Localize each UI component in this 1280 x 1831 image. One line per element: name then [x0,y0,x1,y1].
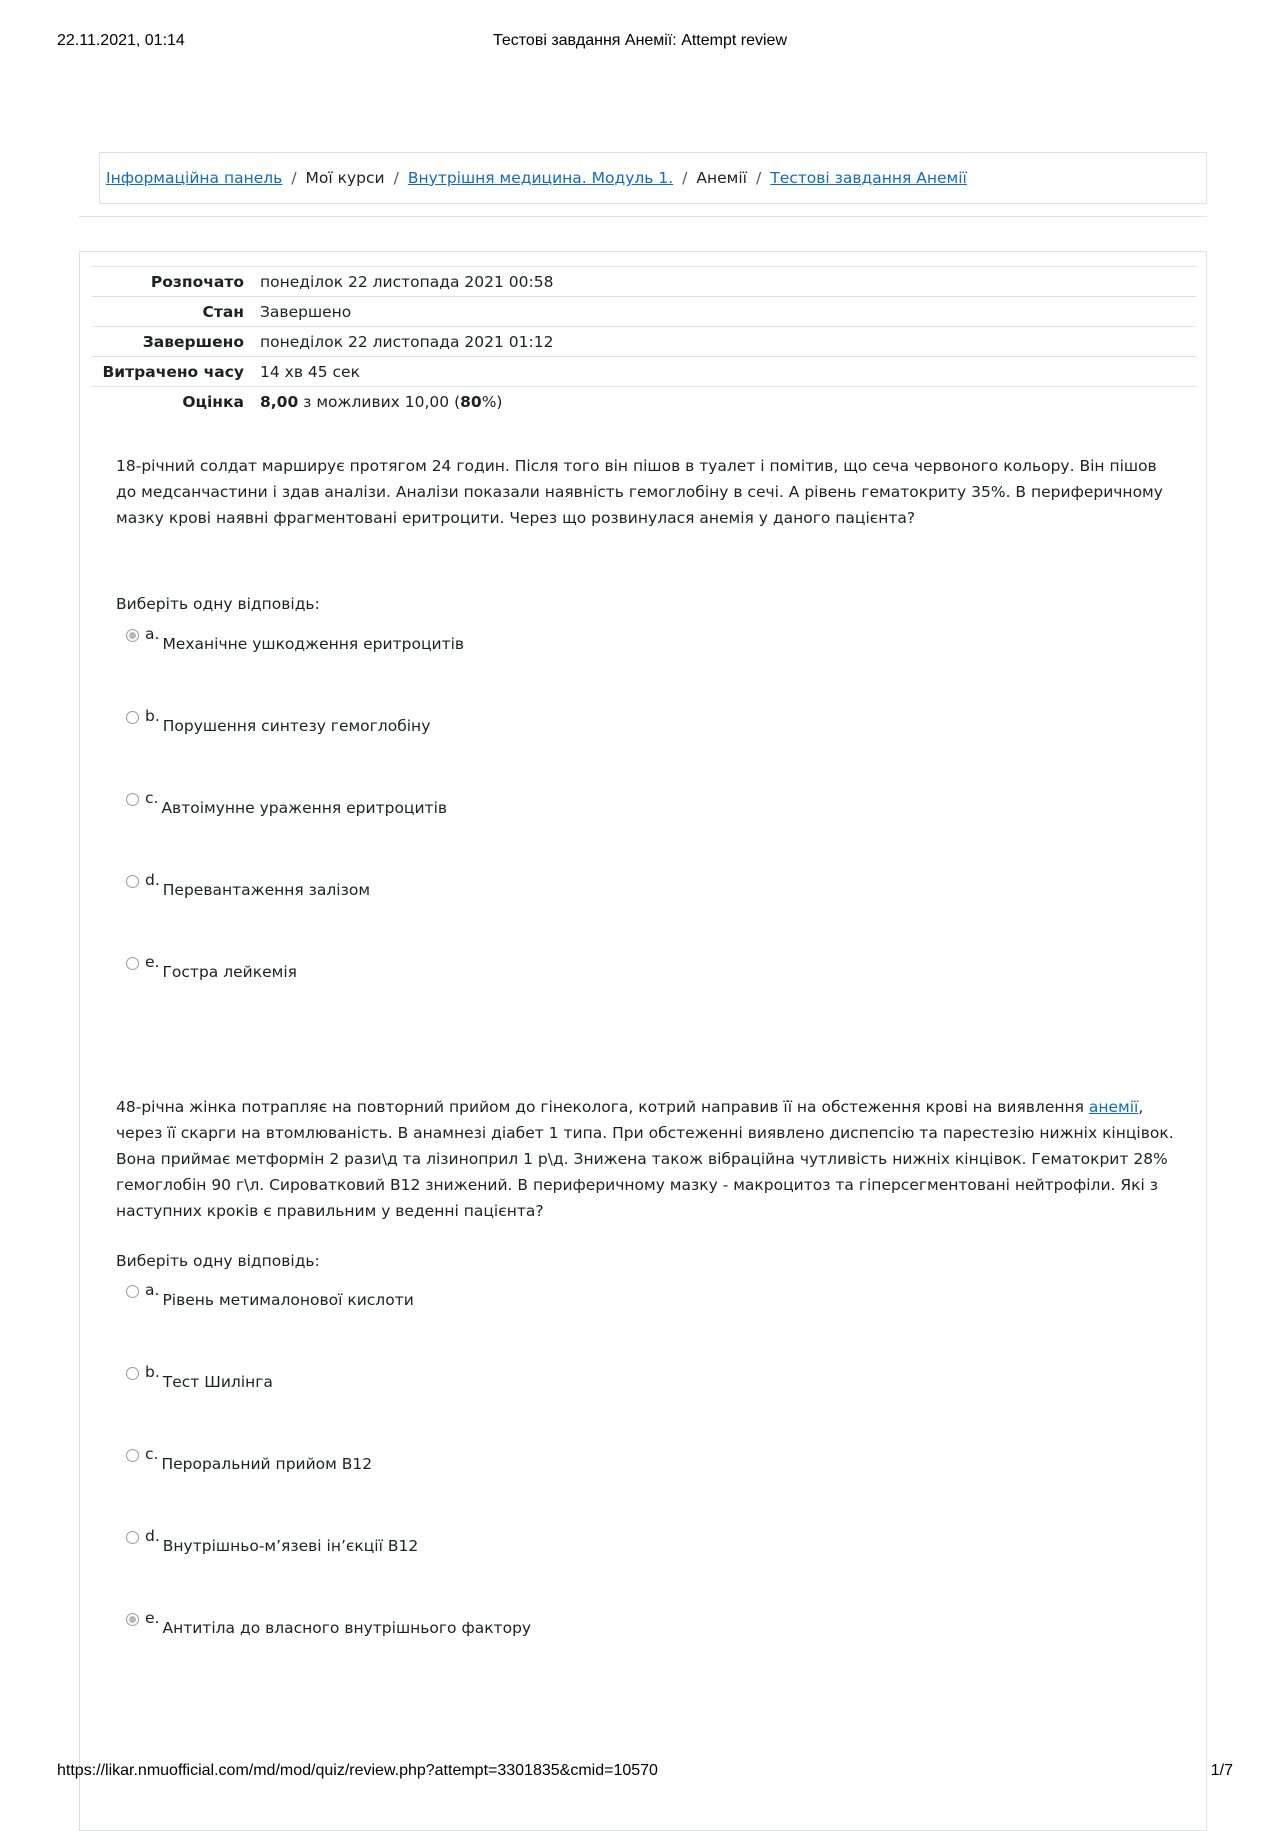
radio[interactable] [126,793,139,806]
summary-row-grade [92,386,1196,416]
answer-text: Рівень метималонової кислоти [162,1291,414,1309]
answer-text: Автоімунне ураження еритроцитів [161,799,448,817]
radio[interactable] [126,1531,139,1544]
question-2 [116,1094,1176,1654]
question-1 [116,453,1176,1013]
radio[interactable] [126,711,139,724]
answer-prompt: Виберіть одну відповідь: [116,595,320,613]
answer-option-b[interactable] [126,1363,273,1391]
summary-label: Розпочато [150,272,244,291]
grade-middle: з можливих 10,00 ( [298,392,461,411]
answer-text: Пероральний прийом В12 [161,1455,373,1473]
breadcrumb-quiz[interactable]: Тестові завдання Анемії [770,169,967,187]
answer-option-d[interactable] [126,871,370,899]
summary-row-time-taken [92,356,1196,386]
answer-text: Гостра лейкемія [162,963,297,981]
answer-option-d[interactable] [126,1527,418,1555]
summary-row-state [92,296,1196,326]
breadcrumb [99,152,1207,204]
summary-row-completed [92,326,1196,356]
breadcrumb-dashboard[interactable]: Інформаційна панель [106,169,283,187]
answer-letter: a. [145,1281,160,1299]
question-text-part: 48-річна жінка потрапляє на повторний прийом до гінеколога, котрий направив її на обстеження крові на виявлення [116,1098,1089,1116]
answer-letter: d. [145,871,160,889]
summary-label: Оцінка [182,392,244,411]
answer-letter: b. [145,1363,160,1381]
breadcrumb-my-courses: Мої курси [305,169,385,187]
radio[interactable] [126,1367,139,1380]
summary-label: Завершено [142,332,244,351]
breadcrumb-separator: / [756,169,762,187]
print-title: Тестові завдання Анемії: Attempt review [493,32,787,49]
question-text [116,1094,1176,1224]
answer-option-a[interactable] [126,625,464,653]
answer-letter: a. [145,625,160,643]
summary-label: Витрачено часу [102,362,244,381]
divider [79,216,1207,217]
breadcrumb-course[interactable]: Внутрішня медицина. Модуль 1. [407,169,674,187]
answer-letter: d. [145,1527,160,1545]
answer-option-e[interactable] [126,953,297,981]
summary-value: Завершено [260,302,352,321]
answer-option-e[interactable] [126,1609,531,1637]
breadcrumb-section: Анемії [696,169,747,187]
answer-text: Порушення синтезу гемоглобіну [162,717,431,735]
answer-text: Внутрішньо-м’язеві ін’єкції В12 [162,1537,419,1555]
answer-option-a[interactable] [126,1281,414,1309]
question-text-part: , через її скарги на втомлюваність. В анамнезі діабет 1 типа. При обстеженні виявлено диспепсію та парестезію нижніх кінцівок. Вона приймає метформін 2 рази\д та лізиноприл 1 р\д. Знижена також вібраційна чутливість нижніх кінцівок. Гематокрит 28% гемоглобін 90 г\л. Сироватковий В12 знижений. В периферичному мазку - макроцитоз та гіперсегментовані нейтрофіли. Які з наступних кроків є правильним у веденні пацієнта? [116,1098,1174,1220]
page-number: 1/7 [1210,1762,1233,1779]
grade-percent: 80 [460,392,482,411]
answer-letter: c. [145,1445,159,1463]
print-url: https://likar.nmuofficial.com/md/mod/quiz/review.php?attempt=3301835&cmid=10570 [57,1762,658,1779]
breadcrumb-separator: / [682,169,688,187]
grade-suffix: %) [481,392,503,411]
answer-text: Тест Шилінга [162,1373,273,1391]
radio-selected[interactable] [126,1613,139,1626]
glossary-link-anemia[interactable]: анемії [1088,1098,1139,1116]
question-text: 18-річний солдат марширує протягом 24 годин. Після того він пішов в туалет і помітив, що сеча червоного кольору. Він пішов до медсанчастини і здав аналізи. Аналізи показали наявність гемоглобіну в сечі. А рівень гематокриту 35%. В периферичному мазку крові наявні фрагментовані еритроцити. Через що розвинулася анемія у даного пацієнта? [116,457,1163,527]
summary-value: 14 хв 45 сек [260,362,360,381]
answer-letter: e. [145,1609,160,1627]
print-date: 22.11.2021, 01:14 [57,32,185,49]
grade-score: 8,00 [260,392,299,411]
answer-text: Механічне ушкодження еритроцитів [162,635,465,653]
summary-value: понеділок 22 листопада 2021 00:58 [260,272,554,291]
grade-value [260,393,1196,411]
attempt-summary [92,266,1196,416]
radio[interactable] [126,1449,139,1462]
summary-label: Стан [202,302,244,321]
answer-option-b[interactable] [126,707,430,735]
breadcrumb-separator: / [393,169,399,187]
summary-row-started [92,266,1196,296]
answer-letter: b. [145,707,160,725]
answer-letter: e. [145,953,160,971]
answer-text: Антитіла до власного внутрішнього фактору [162,1619,532,1637]
answer-text: Перевантаження залізом [162,881,371,899]
answer-option-c[interactable] [126,789,447,817]
radio[interactable] [126,957,139,970]
answer-prompt: Виберіть одну відповідь: [116,1252,320,1270]
answer-letter: c. [145,789,159,807]
radio-selected[interactable] [126,629,139,642]
summary-value: понеділок 22 листопада 2021 01:12 [260,332,554,351]
breadcrumb-separator: / [291,169,297,187]
radio[interactable] [126,1285,139,1298]
answer-option-c[interactable] [126,1445,372,1473]
radio[interactable] [126,875,139,888]
